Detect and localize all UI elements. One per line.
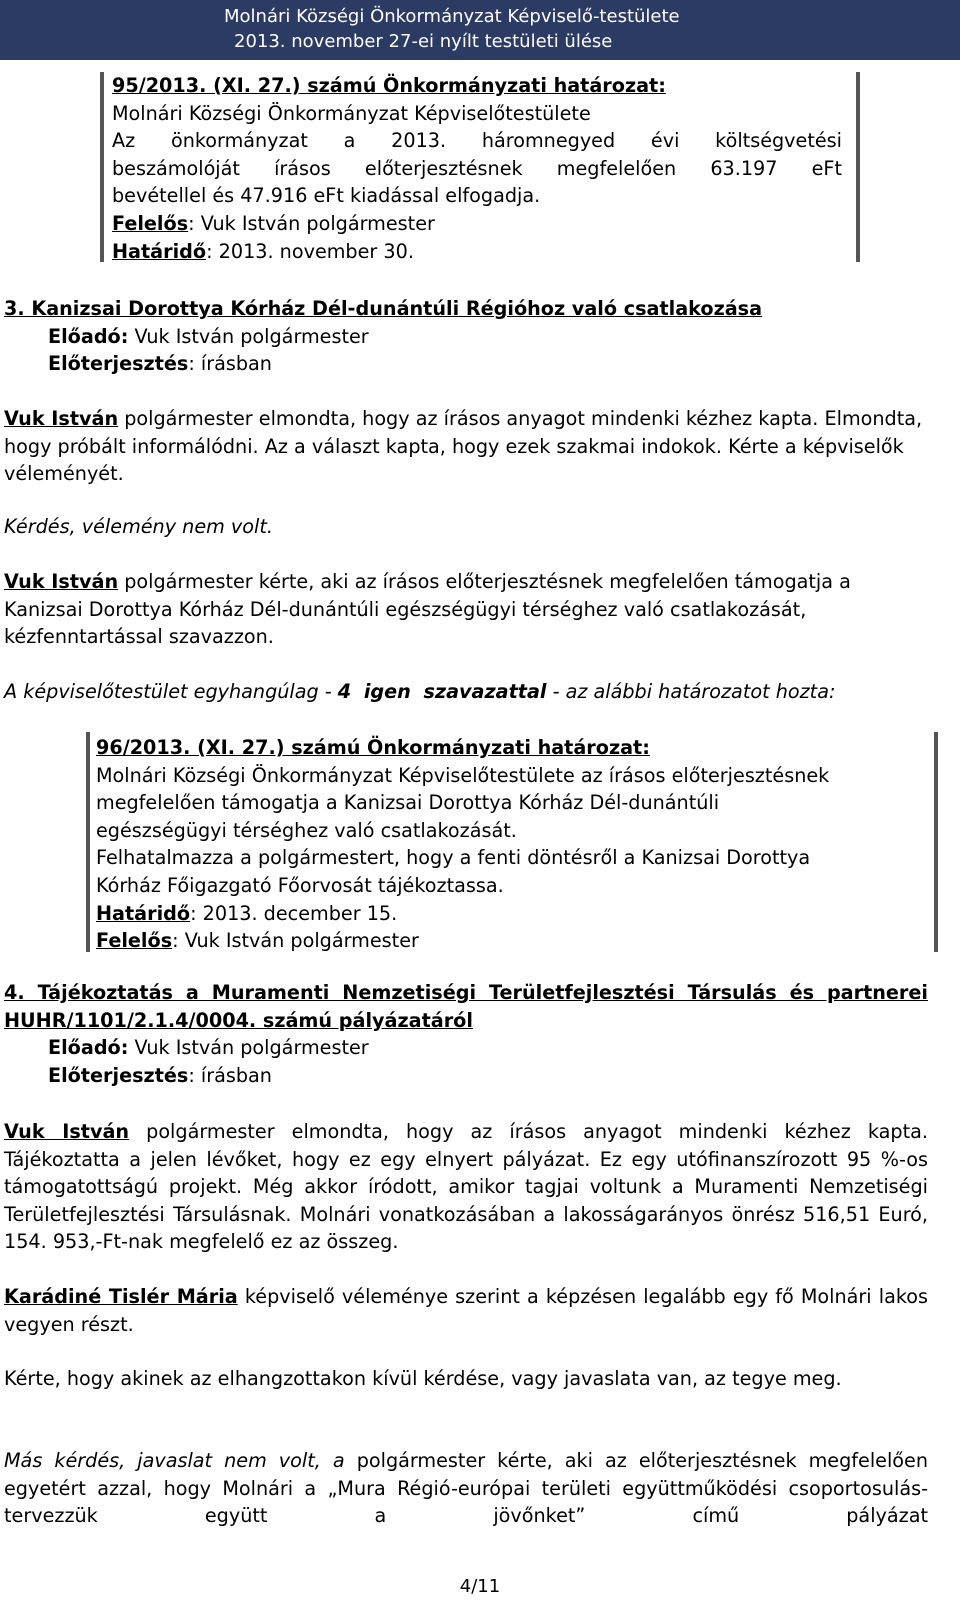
resolution-95-line-3: beszámolóját írásos előterjesztésnek megfelelően 63.197 eFt [112,156,842,180]
item-4-presenter [48,1034,928,1062]
header-subtitle: 2013. november 27-ei nyílt testületi ülése [234,31,613,52]
resolution-96-line-4: Felhatalmazza a polgármestert, hogy a fenti döntésről a Kanizsai Dorottya [96,846,811,870]
item-4-heading-line-2: HUHR/1101/2.1.4/0004. számú pályázatáról [4,1008,473,1032]
resolution-95-title: 95/2013. (XI. 27.) számú Önkormányzati határozat: [112,74,666,97]
submission-label: Előterjesztés [48,352,189,376]
item-4-body-2 [4,1283,928,1338]
submission-value: : írásban [188,1063,272,1087]
responsible-label: Felelős [112,211,189,235]
resolution-95-line-2: Az önkormányzat a 2013. háromnegyed évi költségvetési [112,129,842,153]
item-4-body-3 [4,1365,928,1393]
resolution-96-deadline [96,900,926,928]
presenter-value: Vuk István polgármester [128,324,369,348]
responsible-label: Felelős [96,929,173,953]
paragraph-text: polgármester elmondta, hogy az írásos anyagot mindenki kézhez kapta. Tájékoztatta a jelen lévőket, hogy ez egy elnyert pályázat. Ez egy utófinanszírozott 95 %-os támogatottságú projekt. Még akkor íródott, amikor tagjai voltunk a Muramenti Nemzetiségi Területfejlesztési Társulásnak. Molnári vonatkozásában a lakosságarányos önrész 516,51 Euró, 154. 953,-Ft-nak megfelelő ez az összeg. [4,1120,928,1254]
deadline-label: Határidő [96,901,191,925]
vote-count: 4 igen szavazattal [337,680,547,703]
item-4-submission [48,1062,928,1090]
deadline-value: : 2013. december 15. [190,901,398,925]
presenter-label: Előadó: [48,324,129,348]
item-3-body-2 [4,513,928,541]
header-title: Molnári Községi Önkormányzat Képviselő-testülete [224,6,680,27]
resolution-95-deadline [112,238,842,266]
speaker-name: Vuk István [4,570,119,593]
item-4-body-1 [4,1118,928,1256]
item-4-paragraph-1 [4,1118,928,1256]
deadline-label: Határidő [112,239,207,263]
vote-sentence [4,678,928,706]
resolution-95 [112,72,842,265]
item-3-vote [4,678,928,706]
item-4-paragraph-2 [4,1283,928,1338]
vote-post: - az alábbi határozatot hozta: [546,680,836,703]
paragraph-text: képviselő véleménye szerint a képzésen legalább egy fő Molnári lakos vegyen részt. [4,1285,928,1336]
resolution-96-line-1: Molnári Községi Önkormányzat Képviselőtestülete az írásos előterjesztésnek [96,763,830,787]
presenter-label: Előadó: [48,1036,129,1059]
resolution-95-line-1: Molnári Községi Önkormányzat Képviselőtestülete [112,101,591,125]
item-3-heading: 3. Kanizsai Dorottya Kórház Dél-dunántúli Régióhoz való csatlakozása [4,297,763,320]
item-4-header [4,979,928,1034]
resolution-95-line-4: bevétellel és 47.916 eFt kiadással elfogadja. [112,184,541,208]
speaker-name: Karádiné Tislér Mária [4,1285,238,1308]
item-3-paragraph-1 [4,405,928,488]
paragraph-text: polgármester kérte, aki az előterjesztésnek megfelelően egyetért azzal, hogy Molnári a „Mura Régió-európai területi együttműködési csoportosulás- tervezzük együtt a jövőnket” című pályázat [4,1449,928,1528]
resolution-96-line-2: megfelelően támogatja a Kanizsai Dorottya Kórház Dél-dunántúli [96,791,720,815]
presenter-value: Vuk István polgármester [128,1036,369,1059]
page-number: 4/11 [459,1576,501,1597]
item-3-paragraph-3 [4,568,928,651]
resolution-95-responsible [112,210,842,238]
speaker-name: Vuk István [4,407,119,430]
italic-lead: Más kérdés, javaslat nem volt, a [4,1449,345,1472]
item-4-paragraph-4 [4,1447,928,1530]
item-3-submission [48,350,928,378]
page-header [0,0,960,60]
resolution-96 [96,734,926,955]
vote-pre: A képviselőtestület egyhangúlag - [4,680,338,703]
speaker-name: Vuk István [4,1120,130,1143]
submission-label: Előterjesztés [48,1063,189,1087]
responsible-value: : Vuk István polgármester [188,211,435,235]
submission-value: : írásban [188,352,272,376]
item-3-body-3 [4,568,928,651]
paragraph-text: polgármester kérte, aki az írásos előterjesztésnek megfelelően támogatja a Kanizsai Dorottya Kórház Dél-dunántúli egészségügyi térséghez való csatlakozását, kézfenntartással szavazzon. [4,570,851,649]
responsible-value: : Vuk István polgármester [172,929,419,953]
item-4-heading-line-1: 4. Tájékoztatás a Muramenti Nemzetiségi Területfejlesztési Társulás és partnerei [4,981,928,1004]
resolution-96-line-3: egészségügyi térséghez való csatlakozását. [96,818,517,842]
item-3-body [4,405,928,488]
resolution-96-line-5: Kórház Főigazgató Főorvosát tájékoztassa. [96,873,504,897]
resolution-96-responsible [96,927,926,955]
item-4-paragraph-3: Kérte, hogy akinek az elhangzottakon kívül kérdése, vagy javaslata van, az tegye meg. [4,1367,842,1390]
paragraph-text: polgármester elmondta, hogy az írásos anyagot mindenki kézhez kapta. Elmondta, hogy próbált informálódni. Az a választ kapta, hogy ezek szakmai indokok. Kérte a képviselők véleményét. [4,407,923,486]
item-4-body-4 [4,1447,928,1530]
item-4-meta [48,1034,928,1089]
item-3-presenter [48,323,928,351]
item-3-header [4,295,928,378]
deadline-value: : 2013. november 30. [206,239,414,263]
item-3-paragraph-2: Kérdés, vélemény nem volt. [4,515,273,538]
resolution-96-title: 96/2013. (XI. 27.) számú Önkormányzati határozat: [96,736,650,759]
